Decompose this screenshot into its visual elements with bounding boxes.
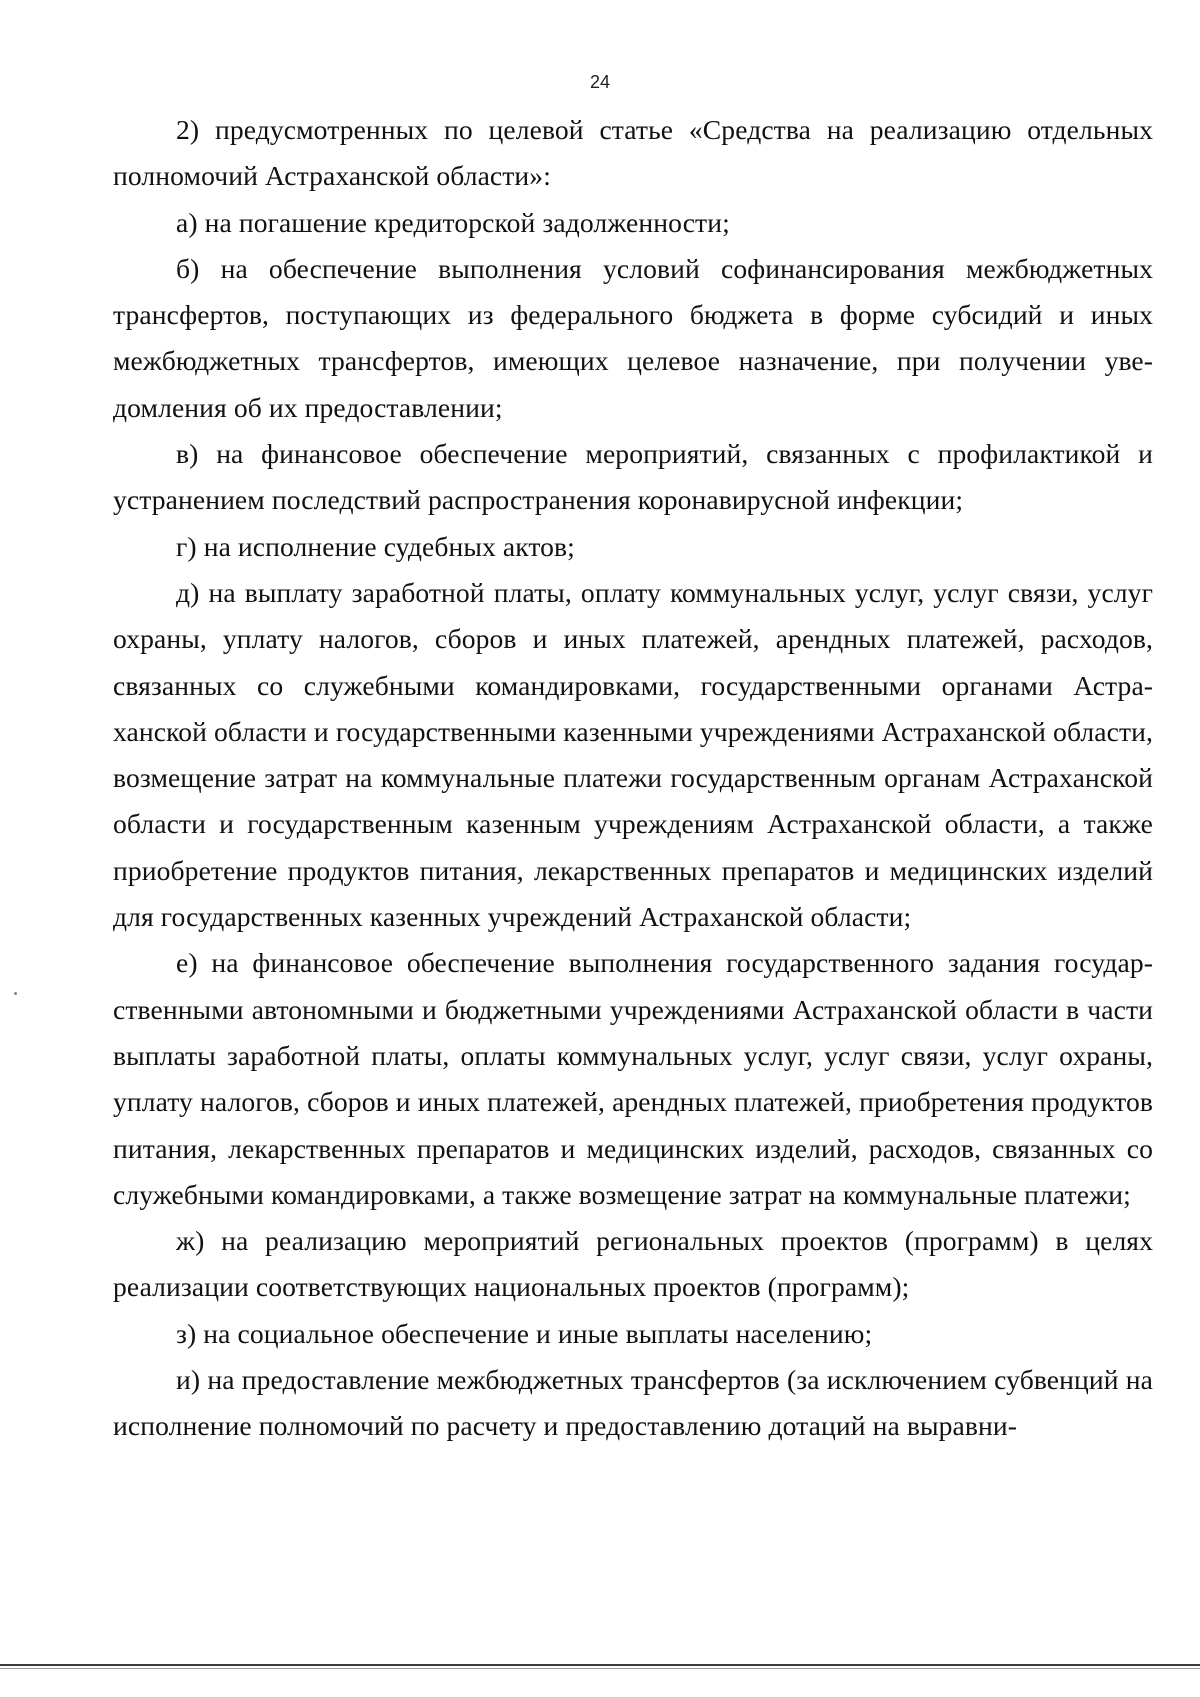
scan-dot-mark: [14, 992, 17, 995]
document-body: [113, 107, 1153, 1450]
paragraph-subitem-z: з) на социальное обеспечение и иные выплаты населению;: [176, 1317, 873, 1349]
page-number: 24: [589, 72, 611, 92]
paragraph-subitem-v: в) на финансовое обеспечение мероприятий, связанных с профилактикой и устранением последствий распространения коронавирусной инфекции;: [113, 438, 1153, 516]
paragraph-subitem-a: а) на погашение кредиторской задолженности;: [176, 206, 730, 238]
page-bottom-edge-shadow: [0, 1668, 1200, 1669]
paragraph-item-2: 2) предусмотренных по целевой статье «Средства на реализацию отдельных полномочий Астраханской области»:: [113, 114, 1153, 192]
paragraph-subitem-e: е) на финансовое обеспечение выполнения государственного задания государственными автономными и бюджетными учреждениями Астраханской области в части выплаты заработной платы, оплаты коммунальных услуг, услуг связи, услуг охраны, уплату налогов, сборов и иных платежей, арендных платежей, приобретения продуктов питания, лекарственных препаратов и медицинских изделий, расходов, связанных со служебными командировками, а также возмещение затрат на коммунальные платежи;: [113, 947, 1153, 1210]
paragraph-subitem-g: г) на исполнение судебных актов;: [176, 530, 575, 562]
page-bottom-edge-line: [0, 1664, 1200, 1666]
paragraph-subitem-d: д) на выплату заработной платы, оплату коммунальных услуг, услуг связи, услуг охраны, уплату налогов, сборов и иных платежей, арендных платежей, расходов, связанных со служебными командировками, государственными органами Астраханской области и государственными казенными учреждениями Астраханской области, возмещение затрат на коммунальные платежи государственным органам Астраханской области и государственным казенным учреждениям Астраханской области, а также приобретение продуктов питания, лекарственных препаратов и медицинских изделий для государственных казенных учреждений Астраханской области;: [113, 576, 1153, 933]
paragraph-subitem-zh: ж) на реализацию мероприятий региональных проектов (программ) в целях реализации соответствующих национальных проектов (программ);: [113, 1225, 1153, 1303]
paragraph-subitem-b: б) на обеспечение выполнения условий софинансирования межбюджетных трансфертов, поступающих из федерального бюджета в форме субсидий и иных межбюджетных трансфертов, имеющих целевое назначение, при получении уведомления об их предоставлении;: [113, 252, 1153, 423]
paragraph-subitem-i: и) на предоставление межбюджетных трансфертов (за исключением субвенций на исполнение полномочий по расчету и предоставлению дотаций на выравни-: [113, 1364, 1153, 1442]
